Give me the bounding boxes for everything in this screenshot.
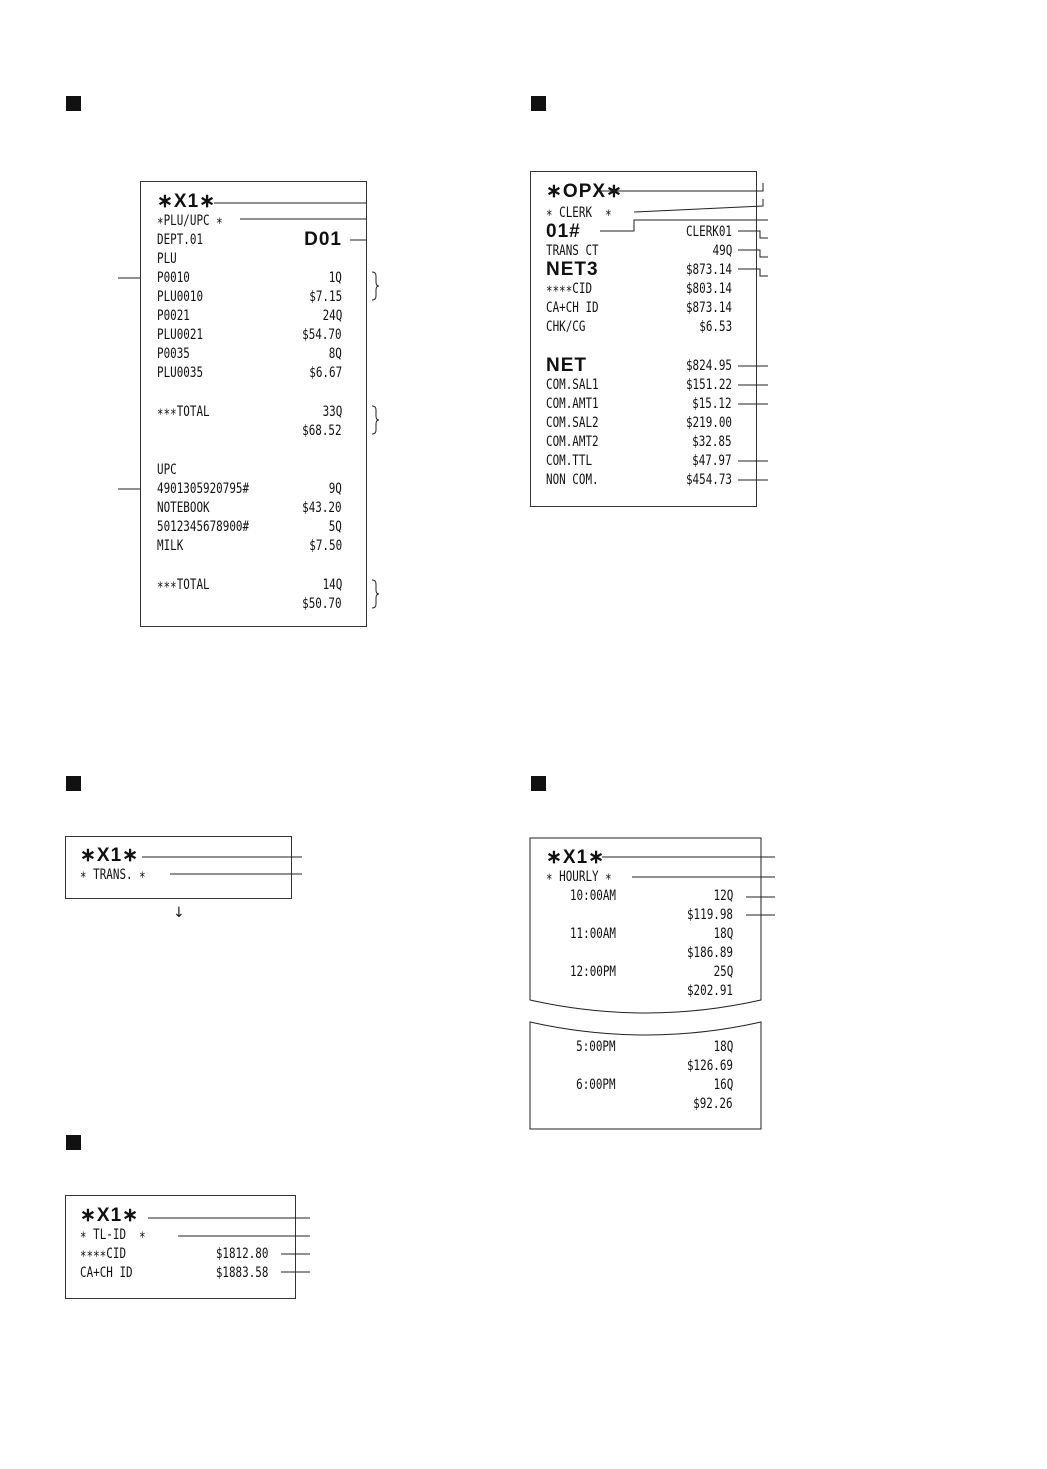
plu-item-qty: 1Q	[328, 270, 342, 286]
trans-report-title: ∗X1∗	[80, 845, 140, 866]
cid-label: ∗∗∗∗CID	[546, 281, 593, 297]
tlid-report-header: ∗ TL-ID ∗	[80, 1227, 146, 1243]
upc-item-qty: 5Q	[328, 519, 342, 535]
tlid-cach-label: CA+CH ID	[80, 1265, 133, 1281]
upc-total-label: ∗∗∗TOTAL	[157, 577, 210, 593]
com-sal1-value: $151.22	[685, 377, 732, 393]
trans-ct-value: 49Q	[712, 243, 732, 259]
hour-qty: 18Q	[713, 1039, 733, 1055]
trans-report-header: ∗ TRANS. ∗	[80, 867, 146, 883]
plu-total-qty: 33Q	[322, 404, 342, 420]
hour-time: 6:00PM	[576, 1077, 616, 1093]
clerk-report-title: ∗OPX∗	[546, 181, 623, 202]
plu-total-amount: $68.52	[302, 423, 342, 439]
net-value: $824.95	[685, 358, 732, 374]
clerk-number: 01#	[546, 221, 581, 242]
upc-item-name: NOTEBOOK	[157, 500, 210, 516]
cach-id-value: $873.14	[685, 300, 732, 316]
section-marker-trans	[66, 776, 81, 791]
upc-item-name: MILK	[157, 538, 184, 554]
hour-time: 10:00AM	[569, 888, 616, 904]
brace-icon	[372, 272, 379, 300]
com-amt2-label: COM.AMT2	[546, 434, 599, 450]
plu-item-name: PLU0035	[157, 365, 204, 381]
hour-qty: 25Q	[713, 964, 733, 980]
chk-cg-label: CHK/CG	[546, 319, 586, 335]
cid-value: $803.14	[685, 281, 732, 297]
clerk-name: CLERK01	[685, 224, 732, 240]
com-sal2-label: COM.SAL2	[546, 415, 599, 431]
section-marker-clerk	[531, 96, 546, 111]
upc-item-amount: $43.20	[302, 500, 342, 516]
hour-amount: $92.26	[693, 1096, 733, 1112]
dept-code: D01	[304, 229, 342, 250]
net3-value: $873.14	[685, 262, 732, 278]
net3-label: NET3	[546, 259, 599, 280]
tlid-cach-value: $1883.58	[215, 1265, 268, 1281]
plu-item-name: PLU0021	[157, 327, 204, 343]
chk-cg-value: $6.53	[699, 319, 732, 335]
trans-ct-label: TRANS CT	[546, 243, 599, 259]
cach-id-label: CA+CH ID	[546, 300, 599, 316]
plu-label: PLU	[157, 251, 177, 267]
hour-amount: $186.89	[686, 945, 733, 961]
plu-report-title: ∗X1∗	[157, 191, 217, 212]
com-amt2-value: $32.85	[692, 434, 732, 450]
tlid-cid-value: $1812.80	[215, 1246, 268, 1262]
hourly-report-header: ∗ HOURLY ∗	[546, 869, 612, 885]
hour-qty: 18Q	[713, 926, 733, 942]
tlid-report-title: ∗X1∗	[80, 1205, 140, 1226]
non-com-label: NON COM.	[546, 472, 599, 488]
hour-amount: $126.69	[686, 1058, 733, 1074]
hour-time: 12:00PM	[569, 964, 616, 980]
upc-item-code: 4901305920795#	[157, 481, 250, 497]
plu-item-code: P0010	[157, 270, 190, 286]
hour-qty: 16Q	[713, 1077, 733, 1093]
com-ttl-label: COM.TTL	[546, 453, 593, 469]
plu-item-qty: 24Q	[322, 308, 342, 324]
com-amt1-label: COM.AMT1	[546, 396, 599, 412]
upc-total-amount: $50.70	[302, 596, 342, 612]
clerk-report-header: ∗ CLERK ∗	[546, 205, 612, 221]
plu-total-label: ∗∗∗TOTAL	[157, 404, 210, 420]
tlid-cid-label: ∗∗∗∗CID	[80, 1246, 127, 1262]
plu-item-code: P0021	[157, 308, 190, 324]
hour-time: 11:00AM	[569, 926, 616, 942]
down-arrow-icon: ↓	[173, 905, 185, 921]
com-sal2-value: $219.00	[685, 415, 732, 431]
section-marker-plu	[66, 96, 81, 111]
net-label: NET	[546, 355, 587, 376]
plu-item-amount: $54.70	[302, 327, 342, 343]
section-marker-tlid	[66, 1135, 81, 1150]
upc-item-amount: $7.50	[309, 538, 342, 554]
hourly-report-title: ∗X1∗	[546, 847, 606, 868]
com-ttl-value: $47.97	[692, 453, 732, 469]
plu-item-code: P0035	[157, 346, 190, 362]
plu-item-amount: $6.67	[309, 365, 342, 381]
hour-amount: $202.91	[686, 983, 733, 999]
upc-item-code: 5012345678900#	[157, 519, 250, 535]
com-sal1-label: COM.SAL1	[546, 377, 599, 393]
hour-time: 5:00PM	[576, 1039, 616, 1055]
upc-item-qty: 9Q	[328, 481, 342, 497]
com-amt1-value: $15.12	[692, 396, 732, 412]
plu-item-qty: 8Q	[328, 346, 342, 362]
brace-icon	[372, 580, 379, 608]
hour-qty: 12Q	[713, 888, 733, 904]
brace-icon	[372, 406, 379, 434]
plu-report-header: ∗PLU/UPC ∗	[157, 213, 223, 229]
plu-item-amount: $7.15	[309, 289, 342, 305]
plu-item-name: PLU0010	[157, 289, 204, 305]
upc-label: UPC	[157, 462, 177, 478]
hour-amount: $119.98	[686, 907, 733, 923]
upc-total-qty: 14Q	[322, 577, 342, 593]
section-marker-hourly	[531, 776, 546, 791]
dept-label: DEPT.01	[157, 232, 204, 248]
non-com-value: $454.73	[685, 472, 732, 488]
